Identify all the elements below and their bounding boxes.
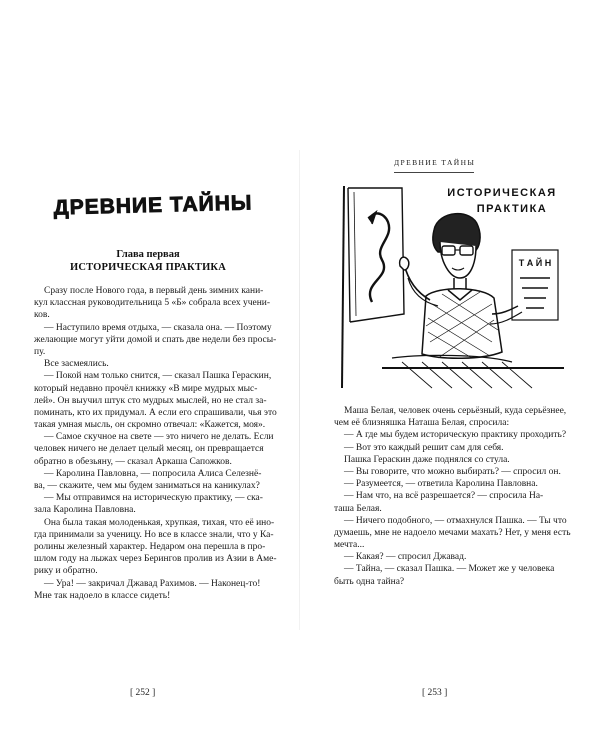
text-line: ва, — скажите, чем мы будем заниматься на каникулах? [34,481,260,491]
text-line: обратно в обезьяну, — сказал Аркаша Сапожков. [34,456,232,467]
text-line: таша Белая. [334,503,382,514]
text-line: — Самое скучное на свете — это ничего не делать. Если [44,432,274,443]
text-line: человек ничего не делает целый месяц, он превращается [34,444,264,455]
text-line: Мне так надоело в классе сидеть! [34,590,171,601]
text-line: — Наступило время отдыха, — сказала она. — Поэтому [44,322,272,333]
text-line: кул классная руководительница 5 «Б» собрала всех учени- [34,298,271,309]
text-line: мечта... [334,540,365,551]
text-line: Пашка Гераскин даже поднялся со стула. [344,454,510,465]
text-line: — Покой нам только снится, — сказал Пашка Гераскин, [44,371,272,382]
text-line: Сразу после Нового года, в первый день зимних кани- [44,286,264,296]
page-number-left: [ 252 ] [130,688,156,698]
text-line: — Вы говорите, что можно выбирать? — спросил он. [344,466,561,477]
illustration-caption-line-2: ПРАКТИКА [476,203,548,215]
left-body-text [34,285,277,602]
svg-text:Т А Й Н: Т А Й Н [518,258,552,268]
hand-lettered-title [53,188,253,220]
text-line: чем её близняшка Наташа Белая, спросила: [334,418,510,429]
text-line: Маша Белая, человек очень серьёзный, куда серьёзнее, [344,406,567,416]
text-line: ков. [34,310,50,321]
text-line: рику и обратно. [34,566,98,577]
illustration-teacher [342,182,564,388]
text-line: — Какая? — спросил Джавад. [344,552,467,563]
text-line: — Ура! — закричал Джавад Рахимов. — Наконец-то! [44,578,261,589]
illustration-caption-line-1: ИСТОРИЧЕСКАЯ [447,187,557,199]
page-number-right: [ 253 ] [422,688,448,698]
text-line: — А где мы будем историческую практику проходить? [344,430,567,441]
text-line: гда принимали за ученицу. Но все в классе знали, что у Ка- [34,529,274,540]
text-line: — Каролина Павловна, — попросила Алиса Селезнё- [44,468,262,479]
chapter-title: ИСТОРИЧЕСКАЯ ПРАКТИКА [69,262,227,273]
text-line: — Ничего подобного, — отмахнулся Пашка. — Ты что [344,515,567,526]
text-line: поминать, кто их придумал. А если его спрашивали, чья это [34,407,277,418]
chapter-number: Глава первая [116,249,180,260]
text-line: желающие могут уйти домой и спать две недели без просы- [34,334,277,345]
right-body-text [334,405,574,588]
text-line: быть одна тайна? [334,576,405,587]
text-line: пу. [34,346,46,357]
text-line: Она была такая молоденькая, хрупкая, тихая, что её ино- [44,517,275,528]
text-line: — Мы отправимся на историческую практику, — ска- [44,493,263,504]
text-line: думаешь, мне не надоело мечами махать? Нет, у меня есть [334,527,571,538]
running-head: ДРЕВНИЕ ТАЙНЫ [394,158,476,167]
text-line: лей». Он выучил штук сто мудрых мыслей, но не стал за- [34,395,267,406]
text-line: — Нам что, на всё разрешается? — спросила На- [344,491,544,502]
text-line: — Вот это каждый решит сам для себя. [344,442,504,453]
text-line: который недавно прочёл книжку «В мире мудрых мыс- [34,383,258,394]
text-line: — Разумеется, — ответила Каролина Павловна. [344,479,538,490]
text-line: Все засмеялись. [44,359,109,370]
running-head-rule [394,172,474,173]
text-line: такая умная мысль, он скромно отвечал: «Кажется, моя». [34,420,266,431]
text-line: — Тайна, — сказал Пашка. — Может же у человека [344,564,555,575]
text-line: шлом году на лыжах через Берингов пролив из Азии в Аме- [34,554,277,565]
svg-text:ДРЕВНИЕ ТАЙНЫ: ДРЕВНИЕ ТАЙНЫ [53,191,253,220]
text-line: зала Каролина Павловна. [34,505,136,516]
text-line: ролины железный характер. Недаром она перешла в про- [34,541,266,552]
